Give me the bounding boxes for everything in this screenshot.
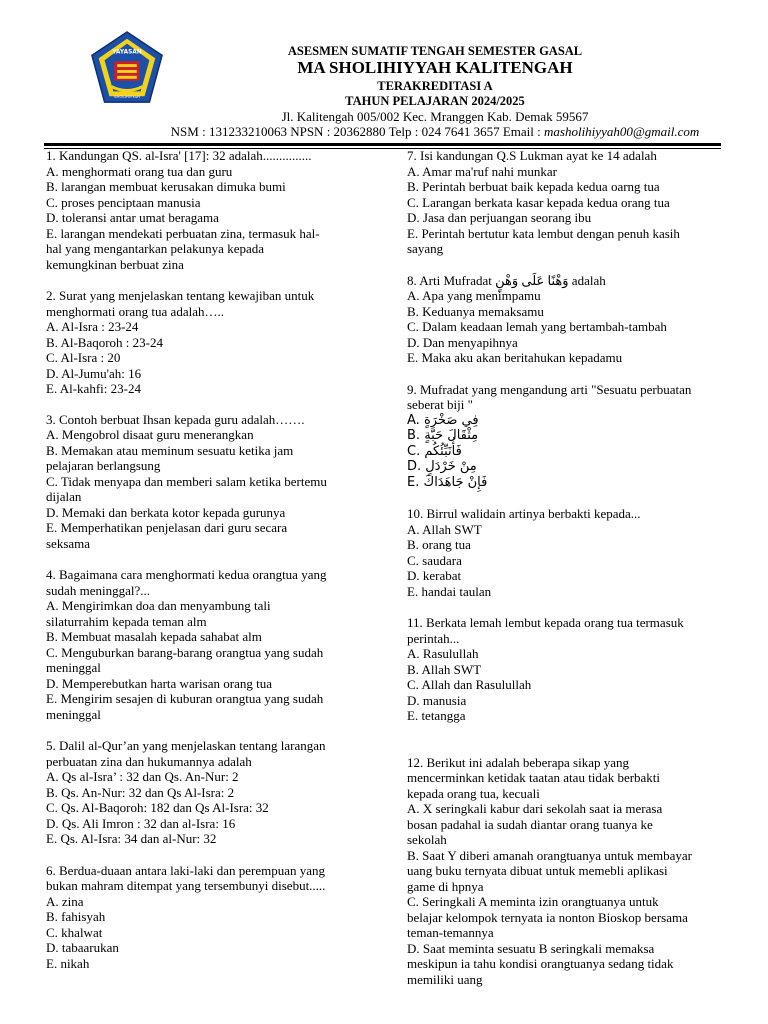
question-block bbox=[407, 615, 725, 724]
answer-option: E. Maka aku akan beritahukan kepadamu bbox=[407, 350, 623, 365]
answer-option: D. toleransi antar umat beragama bbox=[46, 210, 219, 225]
answer-option: C. proses penciptaan manusia bbox=[46, 194, 201, 210]
answer-option: B. مِثْقَالَ حَبَّةٍ bbox=[407, 428, 479, 443]
question-text: 1. Kandungan QS. al-Isra' [17]: 32 adalah............... bbox=[46, 148, 312, 163]
answer-option: A. فِي صَخْرَةٍ bbox=[407, 412, 479, 428]
answer-option: D. manusia bbox=[407, 692, 467, 708]
answer-option: A. zina bbox=[46, 893, 84, 909]
school-name: MA SHOLIHIYYAH KALITENGAH bbox=[297, 58, 573, 77]
answer-option: D. Al-Jumu'ah: 16 bbox=[46, 365, 142, 381]
question-text: 8. Arti Mufradat وَهْنًا عَلَى وَهْنٍ adalah bbox=[407, 272, 606, 288]
answer-option: C. Qs. Al-Baqoroh: 182 dan Qs Al-Isra: 32 bbox=[46, 800, 269, 815]
answer-option: A. Al-Isra : 23-24 bbox=[46, 319, 139, 334]
school-contact bbox=[90, 124, 768, 140]
question-text: 10. Birrul walidain artinya berbakti kepada... bbox=[407, 506, 641, 521]
question-block bbox=[46, 863, 356, 972]
school-address: Jl. Kalitengah 005/002 Kec. Mranggen Kab. Demak 59567 bbox=[281, 109, 589, 124]
answer-option: A. menghormati orang tua dan guru bbox=[46, 163, 233, 179]
questions-left-column bbox=[46, 148, 356, 971]
answer-option: A. Mengobrol disaat guru menerangkan bbox=[46, 427, 254, 442]
question-block bbox=[46, 148, 356, 272]
answer-option: B. Memakan atau meminum sesuatu ketika jam pelajaran berlangsung bbox=[46, 442, 294, 473]
answer-option: D. Dan menyapihnya bbox=[407, 334, 518, 350]
question-text: 2. Surat yang menjelaskan tentang kewajiban untuk menghormati orang tua adalah….. bbox=[46, 288, 315, 319]
answer-option: C. khalwat bbox=[46, 924, 103, 940]
accreditation: TERAKREDITASI A bbox=[377, 79, 493, 93]
question-block bbox=[46, 738, 356, 847]
svg-text:YAYASAN: YAYASAN bbox=[112, 49, 142, 56]
question-text: 4. Bagaimana cara menghormati kedua orangtua yang sudah meninggal?... bbox=[46, 567, 327, 598]
answer-option: A. Apa yang menimpamu bbox=[407, 288, 541, 303]
question-block bbox=[46, 288, 356, 397]
answer-option: C. Dalam keadaan lemah yang bertambah-tambah bbox=[407, 319, 667, 334]
question-block bbox=[407, 755, 725, 988]
question-block bbox=[407, 382, 725, 491]
answer-option: A. Qs al-Isra’ : 32 dan Qs. An-Nur: 2 bbox=[46, 769, 239, 784]
answer-option: C. Larangan berkata kasar kepada kedua orang tua bbox=[407, 194, 670, 210]
answer-option: D. Qs. Ali Imron : 32 dan al-Isra: 16 bbox=[46, 815, 236, 831]
answer-option: C. Allah dan Rasulullah bbox=[407, 677, 532, 692]
answer-option: E. tetangga bbox=[407, 708, 466, 723]
answer-option: B. fahisyah bbox=[46, 909, 106, 924]
answer-option: E. larangan mendekati perbuatan zina, termasuk hal- hal yang mengantarkan pelakunya kepada kemungkinan berbuat zina bbox=[46, 225, 320, 272]
answer-option: A. Rasulullah bbox=[407, 646, 479, 661]
question-text: 11. Berkata lemah lembut kepada orang tua termasuk perintah... bbox=[407, 615, 684, 646]
answer-option: B. Qs. An-Nur: 32 dan Qs Al-Isra: 2 bbox=[46, 784, 235, 800]
question-block bbox=[407, 506, 725, 599]
question-block bbox=[46, 567, 356, 722]
question-text: 3. Contoh berbuat Ihsan kepada guru adalah……. bbox=[46, 411, 305, 427]
answer-option: C. فَأُنَبِّئُكُم bbox=[407, 443, 462, 459]
question-text: 6. Berdua-duaan antara laki-laki dan perempuan yang bukan mahram ditempat yang tersembunyi disebut..... bbox=[46, 862, 326, 893]
question-block bbox=[407, 273, 725, 366]
answer-option: C. Seringkali A meminta izin orangtuanya untuk belajar kelompok ternyata ia nonton Bioskop bersama teman-temannya bbox=[407, 894, 688, 940]
answer-option: C. Tidak menyapa dan memberi salam ketika bertemu dijalan bbox=[46, 473, 327, 504]
answer-option: B. Perintah berbuat baik kepada kedua oarng tua bbox=[407, 179, 660, 194]
answer-option: B. orang tua bbox=[407, 537, 471, 552]
questions-right-column bbox=[407, 148, 725, 987]
answer-option: D. Saat meminta sesuatu B seringkali memaksa meskipun ia tahu kondisi orangtuanya sedang tidak memiliki uang bbox=[407, 940, 674, 987]
question-text: 9. Mufradat yang mengandung arti "Sesuatu perbuatan seberat biji " bbox=[407, 381, 692, 412]
answer-option: A. Amar ma'ruf nahi munkar bbox=[407, 163, 557, 179]
question-text: 12. Berikut ini adalah beberapa sikap yang mencerminkan ketidak taatan atau tidak berbakti kepada orang tua, kecuali bbox=[407, 754, 661, 801]
answer-option: E. Mengirim sesajen di kuburan orangtua yang sudah meninggal bbox=[46, 691, 324, 722]
answer-option: D. Memaki dan berkata kotor kepada gurunya bbox=[46, 504, 286, 520]
answer-option: E. Memperhatikan penjelasan dari guru secara seksama bbox=[46, 520, 288, 551]
answer-option: E. فَإِنْ جَاهَدَاكَ bbox=[407, 474, 488, 490]
answer-option: D. kerabat bbox=[407, 568, 462, 583]
answer-option: E. nikah bbox=[46, 955, 90, 971]
school-logo bbox=[88, 30, 166, 108]
answer-option: D. مِنْ خَرْدَلٍ bbox=[407, 459, 477, 474]
answer-option: C. Menguburkan barang-barang orangtua yang sudah meninggal bbox=[46, 644, 324, 675]
answer-option: A. Allah SWT bbox=[407, 521, 482, 537]
answer-option: D. Jasa dan perjuangan seorang ibu bbox=[407, 210, 592, 225]
question-text: 5. Dalil al-Qur’an yang menjelaskan tentang larangan perbuatan zina dan hukumannya adalah bbox=[46, 738, 326, 769]
question-block bbox=[407, 148, 725, 257]
answer-option: B. larangan membuat kerusakan dimuka bumi bbox=[46, 179, 286, 194]
answer-option: C. Al-Isra : 20 bbox=[46, 350, 121, 365]
header-divider-thick bbox=[44, 143, 721, 146]
answer-option: B. Keduanya memaksamu bbox=[407, 303, 544, 319]
exam-title: ASESMEN SUMATIF TENGAH SEMESTER GASAL bbox=[287, 44, 583, 58]
answer-option: D. tabaarukan bbox=[46, 940, 119, 955]
academic-year: TAHUN PELAJARAN 2024/2025 bbox=[345, 94, 525, 108]
answer-option: E. Al-kahfi: 23-24 bbox=[46, 381, 141, 396]
answer-option: A. X seringkali kabur dari sekolah saat ia merasa bosan padahal ia sudah diantar orang tuanya ke sekolah bbox=[407, 801, 663, 847]
answer-option: D. Memperebutkan harta warisan orang tua bbox=[46, 675, 272, 691]
answer-option: E. Qs. Al-Isra: 34 dan al-Nur: 32 bbox=[46, 831, 217, 846]
svg-text:SHOLIHIYYAH: SHOLIHIYYAH bbox=[114, 94, 140, 100]
answer-option: E. handai taulan bbox=[407, 583, 492, 599]
school-email: masholihiyyah00@gmail.com bbox=[544, 124, 700, 139]
answer-option: C. saudara bbox=[407, 552, 462, 568]
answer-option: E. Perintah bertutur kata lembut dengan penuh kasih sayang bbox=[407, 225, 680, 256]
answer-option: B. Membuat masalah kepada sahabat alm bbox=[46, 629, 262, 644]
answer-option: B. Al-Baqoroh : 23-24 bbox=[46, 334, 163, 350]
question-block bbox=[46, 412, 356, 552]
question-text: 7. Isi kandungan Q.S Lukman ayat ke 14 adalah bbox=[407, 148, 657, 163]
answer-option: A. Mengirimkan doa dan menyambung tali silaturrahim kepada teman alm bbox=[46, 598, 271, 629]
contact-text: NSM : 131233210063 NPSN : 20362880 Telp : 024 7641 3657 Email : bbox=[170, 124, 545, 139]
answer-option: B. Allah SWT bbox=[407, 661, 482, 677]
answer-option: B. Saat Y diberi amanah orangtuanya untuk membayar uang buku ternyata dibuat untuk memebli aplikasi game di hpnya bbox=[407, 847, 692, 894]
